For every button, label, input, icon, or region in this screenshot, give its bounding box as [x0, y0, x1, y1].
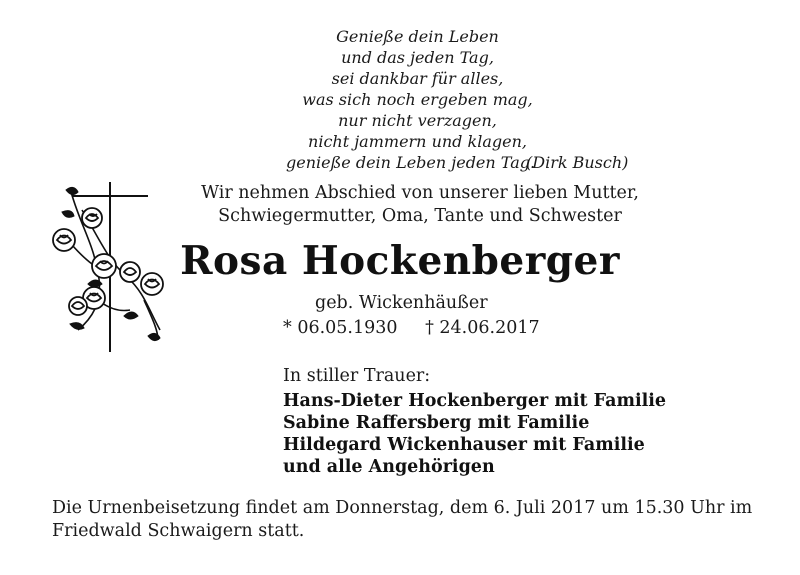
poem-last-line — [286, 152, 800, 173]
intro-text — [150, 182, 690, 228]
death-date: † 24.06.2017 — [425, 318, 540, 338]
maiden-name: geb. Wickenhäußer — [315, 293, 488, 313]
life-dates — [283, 318, 540, 338]
poem-author: (Dirk Busch) — [526, 153, 629, 172]
poem-line: und das jeden Tag, — [341, 48, 494, 67]
poem-line: nur nicht verzagen, — [338, 111, 497, 130]
intro-line: Schwiegermutter, Oma, Tante und Schwester — [218, 206, 622, 226]
poem-line: nicht jammern und klagen, — [308, 132, 527, 151]
mourner-entry: Hans-Dieter Hockenberger mit Familie — [283, 391, 667, 411]
birth-date: * 06.05.1930 — [283, 318, 398, 338]
intro-line: Wir nehmen Abschied von unserer lieben Mutter, — [201, 183, 639, 203]
poem-line: sei dankbar für alles, — [331, 69, 504, 88]
poem-last-line-text: genieße dein Leben jeden Tag. — [286, 153, 536, 172]
poem-line: was sich noch ergeben mag, — [302, 90, 533, 109]
mourners-heading: In stiller Trauer: — [283, 366, 431, 386]
mourner-entry: Hildegard Wickenhauser mit Familie — [283, 435, 645, 455]
mourners-list — [283, 390, 666, 478]
poem-line: Genieße dein Leben — [336, 27, 499, 46]
burial-info: Die Urnenbeisetzung findet am Donnerstag, dem 6. Juli 2017 um 15.30 Uhr im Friedwald Schwaigern statt. — [52, 498, 753, 541]
mourner-entry: Sabine Raffersberg mit Familie — [283, 413, 590, 433]
mourner-entry: und alle Angehörigen — [283, 457, 495, 477]
deceased-name: Rosa Hockenberger — [180, 238, 620, 284]
poem — [0, 26, 800, 173]
